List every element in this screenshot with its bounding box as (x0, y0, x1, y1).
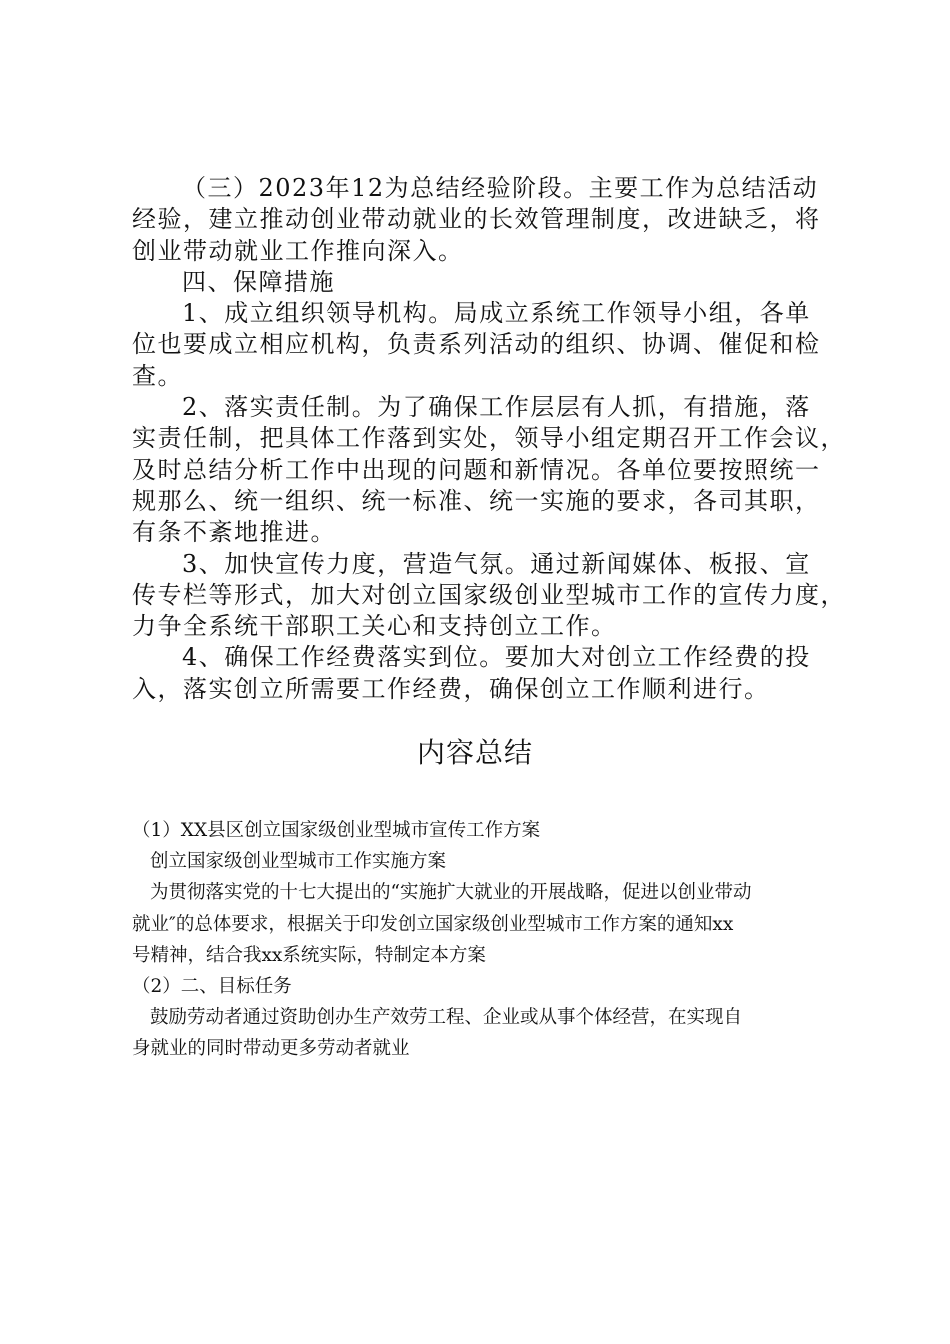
summary-line: （1）XX县区创立国家级创业型城市宣传工作方案 (132, 820, 541, 841)
section-heading: 四、保障措施 (182, 267, 335, 296)
summary-text (132, 815, 822, 1065)
body-text (132, 173, 846, 705)
summary-line: （2）二、目标任务 (132, 975, 292, 997)
summary-title: 内容总结 (416, 736, 533, 769)
text-line: 传专栏等形式，加大对创立国家级创业型城市工作的宣传力度， (132, 580, 846, 609)
text-line: 2、落实责任制。为了确保工作层层有人抓，有措施，落 (182, 393, 811, 422)
text-line: 4、确保工作经费落实到位。要加大对创立工作经费的投 (182, 643, 811, 672)
summary-line: 号精神，结合我xx系统实际，特制定本方案 (132, 944, 486, 966)
summary-line: 鼓励劳动者通过资助创办生产效劳工程、企业或从事个体经营，在实现自 (150, 1007, 743, 1029)
text-line: 经验，建立推动创业带动就业的长效管理制度，改进缺乏，将 (132, 205, 821, 234)
summary-line: 为贯彻落实党的十七大提出的“实施扩大就业的开展战略，促进以创业带动 (150, 882, 752, 904)
summary-line: 就业″的总体要求，根据关于印发创立国家级创业型城市工作方案的通知xx (132, 913, 734, 935)
text-line: 入，落实创立所需要工作经费，确保创立工作顺利进行。 (132, 674, 770, 703)
text-line: 实责任制，把具体工作落到实处，领导小组定期召开工作会议， (132, 424, 846, 453)
summary-line: 身就业的同时带动更多劳动者就业 (132, 1038, 410, 1060)
summary-line: 创立国家级创业型城市工作实施方案 (150, 851, 447, 873)
text-line: 1、成立组织领导机构。局成立系统工作领导小组，各单 (182, 299, 811, 328)
text-line: 创业带动就业工作推向深入。 (132, 236, 464, 265)
text-line: 查。 (132, 361, 183, 390)
text-line: 力争全系统干部职工关心和支持创立工作。 (132, 612, 617, 641)
text-line: 位也要成立相应机构，负责系列活动的组织、协调、催促和检 (132, 330, 821, 359)
text-line: 3、加快宣传力度，营造气氛。通过新闻媒体、板报、宣 (182, 549, 811, 578)
text-line: 规那么、统一组织、统一标准、统一实施的要求，各司其职， (132, 486, 821, 515)
text-line: 有条不紊地推进。 (132, 518, 336, 547)
text-line: （三）2023年12为总结经验阶段。主要工作为总结活动 (182, 174, 819, 202)
text-line: 及时总结分析工作中出现的问题和新情况。各单位要按照统一 (132, 455, 821, 484)
